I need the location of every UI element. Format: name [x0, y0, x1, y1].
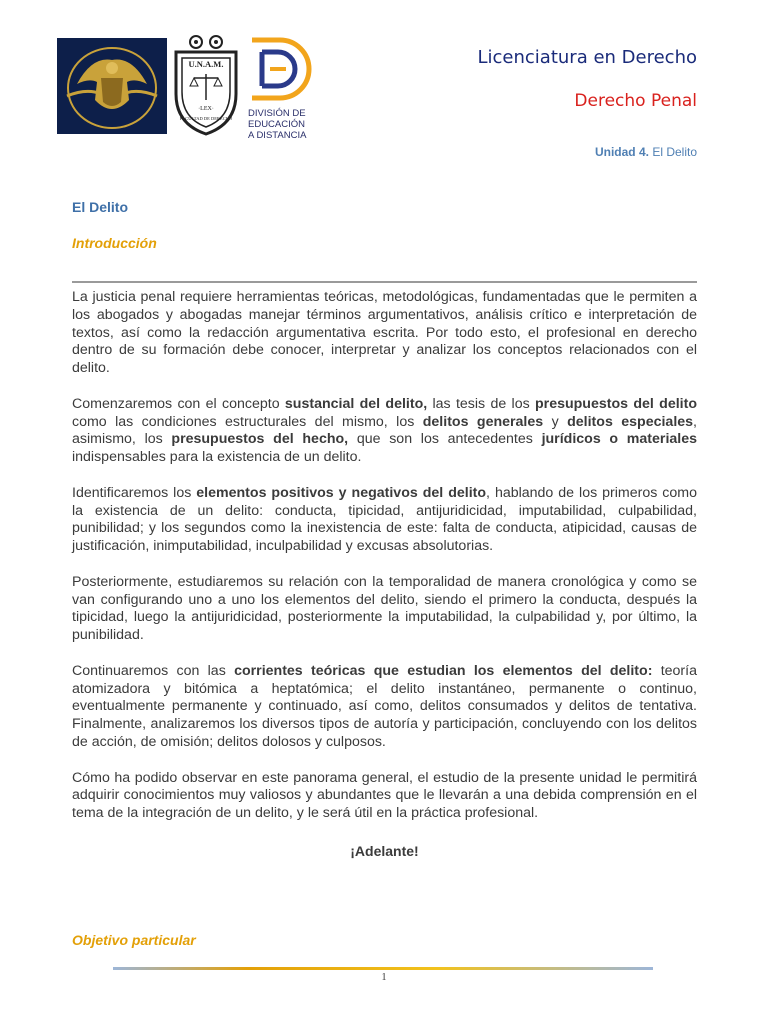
intro-title: Introducción: [72, 235, 157, 251]
paragraph: La justicia penal requiere herramientas teóricas, metodológicas, fundamentadas que le permiten a los abogados y abogadas manejar términos argumentativos, análisis crítico e interpretación de textos, así como la redacción argumentativa escrita. Por todo esto, el profesional en derecho dentro de su formación debe conocer, interpretar y analizar los conceptos relacionados con el delito.: [72, 289, 697, 377]
program-title: Licenciatura en Derecho: [477, 47, 697, 68]
logo-bw-lex: ·LEX·: [198, 106, 214, 112]
ded-caption-line: A DISTANCIA: [248, 130, 307, 141]
text-run: Identificaremos los: [72, 484, 197, 501]
intro-body: [72, 289, 697, 841]
page-number: 1: [381, 972, 387, 983]
text-run: , hablando de los primeros como la existencia de un delito: conducta, tipicidad, antijuridicidad, imputabilidad, culpabilidad, punibilidad; y los segundos como la inexistencia de este: falta de conducta, atipicidad, causas de justificación, inimputabilidad, inculpabilidad y excusas absolutorias.: [72, 484, 697, 555]
bold-term: elementos positivos y negativos del delito: [196, 484, 487, 501]
unit-name: El Delito: [652, 145, 697, 159]
bold-term: corrientes teóricas que estudian los elementos del delito:: [234, 662, 653, 679]
unam-crest-logo: [57, 38, 167, 134]
text-run: las tesis de los: [427, 395, 535, 412]
course-title: Derecho Penal: [574, 91, 697, 111]
bold-term: delitos especiales: [567, 413, 694, 430]
footer-divider: [113, 967, 653, 970]
bold-term: presupuestos del hecho,: [171, 431, 349, 448]
logo-bw-motto: FACULTAD DE DERECHO: [179, 116, 233, 121]
ded-logo: [246, 36, 314, 102]
bold-term: sustancial del delito,: [284, 395, 428, 412]
text-run: teoría atomizadora y bitómica a heptatómica; el delito instantáneo, permanente o continuo, eventualmente permanente y continuado, así como, delitos consumados y delitos de tentativa. Finalmente, analizaremos los diversos tipos de autoría y participación, concluyendo con los delitos de acción, de omisión; delitos dolosos y culposos.: [72, 662, 697, 750]
text-run: Continuaremos con las: [72, 662, 235, 679]
ded-caption: [248, 108, 306, 141]
paragraph: [72, 396, 697, 467]
unit-label: [595, 145, 697, 159]
paragraph: [72, 485, 697, 556]
paragraph: [72, 663, 697, 752]
bold-term: presupuestos del delito: [535, 395, 697, 412]
text-run: como las condiciones estructurales del mismo, los: [72, 413, 423, 430]
divider: [72, 281, 697, 283]
paragraph: Posteriormente, estudiaremos su relación con la temporalidad de manera cronológica y como se van configurando uno a uno los elementos del delito, siendo el primero la conducta, después la tipicidad, luego la antijuridicidad, posteriormente la imputabilidad, la culpabilidad y, por último, la punibilidad.: [72, 573, 697, 644]
bold-term: delitos generales: [422, 413, 544, 430]
closing-line: ¡Adelante!: [350, 843, 419, 859]
ded-caption-line: EDUCACIÓN: [248, 119, 306, 130]
text-run: y: [543, 413, 568, 430]
unam-law-faculty-logo: [172, 34, 240, 136]
text-run: indispensables para la existencia de un delito.: [72, 449, 362, 466]
unit-number: Unidad 4.: [594, 145, 649, 159]
bold-term: jurídicos o materiales: [541, 431, 697, 448]
text-run: Comenzaremos con el concepto: [72, 395, 285, 412]
objective-title: Objetivo particular: [72, 932, 196, 948]
paragraph: Cómo ha podido observar en este panorama general, el estudio de la presente unidad le permitirá adquirir conocimientos muy valiosos y abundantes que le llevarán a una debida comprensión en el tema de la integración de un delito, y le será útil en la práctica profesional.: [72, 769, 697, 822]
section-title: El Delito: [72, 199, 129, 215]
logo-bw-acronym: U.N.A.M.: [188, 59, 224, 69]
text-run: que son los antecedentes: [348, 431, 542, 448]
text-run: , asimismo, los: [72, 413, 697, 448]
ded-caption-line: DIVISIÓN DE: [248, 108, 306, 119]
